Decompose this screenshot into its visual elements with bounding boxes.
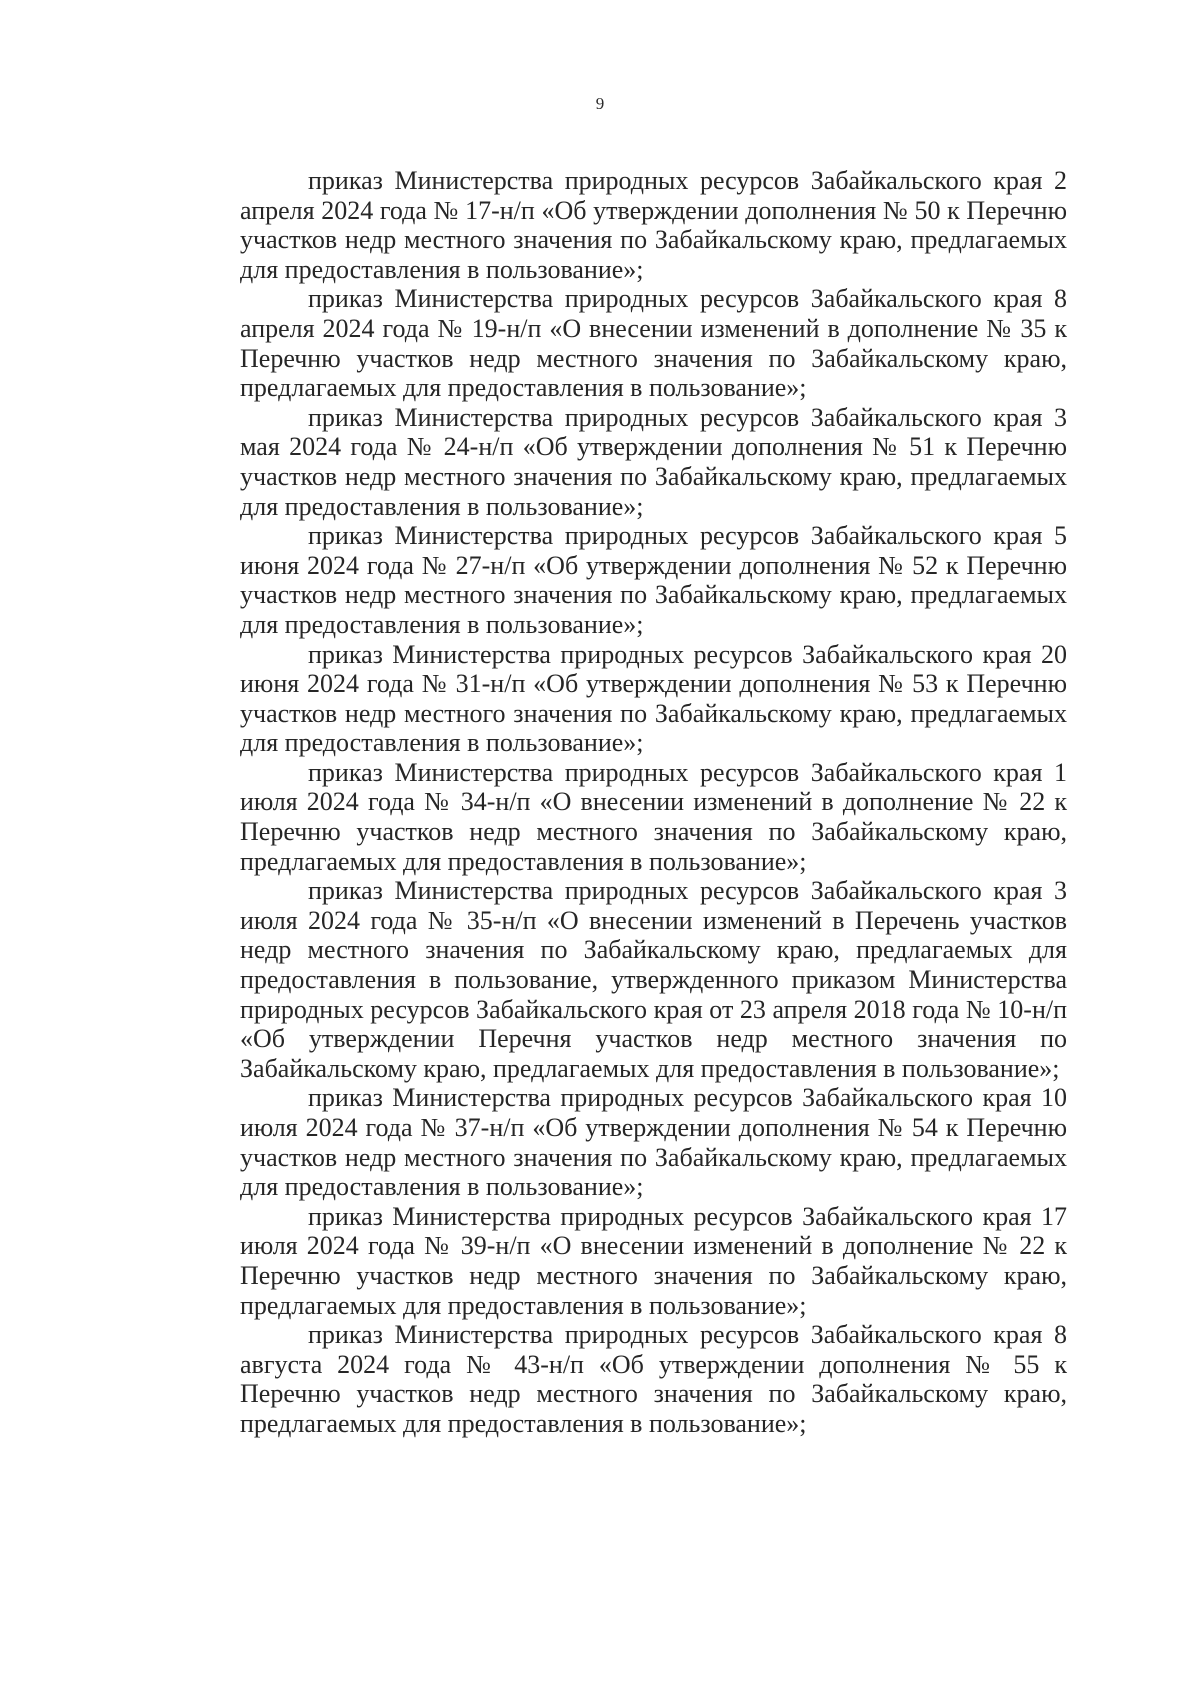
order-paragraph: приказ Министерства природных ресурсов Забайкальского края 3 июля 2024 года № 35-н/п «О внесении изменений в Перечень участков недр местного значения по Забайкальскому краю, предлагаемых для предоставления в пользование, утвержденного приказом Министерства природных ресурсов Забайкальского края от 23 апреля 2018 года № 10-н/п «Об утверждении Перечня участков недр местного значения по Забайкальскому краю, предлагаемых для предоставления в пользование»; [240, 876, 1067, 1083]
order-paragraph: приказ Министерства природных ресурсов Забайкальского края 10 июля 2024 года № 37-н/п «Об утверждении дополнения № 54 к Перечню участков недр местного значения по Забайкальскому краю, предлагаемых для предоставления в пользование»; [240, 1083, 1067, 1202]
order-paragraph: приказ Министерства природных ресурсов Забайкальского края 17 июля 2024 года № 39-н/п «О внесении изменений в дополнение № 22 к Перечню участков недр местного значения по Забайкальскому краю, предлагаемых для предоставления в пользование»; [240, 1201, 1067, 1320]
order-paragraph: приказ Министерства природных ресурсов Забайкальского края 3 мая 2024 года № 24-н/п «Об утверждении дополнения № 51 к Перечню участков недр местного значения по Забайкальскому краю, предлагаемых для предоставления в пользование»; [240, 402, 1067, 521]
order-paragraph: приказ Министерства природных ресурсов Забайкальского края 20 июня 2024 года № 31-н/п «Об утверждении дополнения № 53 к Перечню участков недр местного значения по Забайкальскому краю, предлагаемых для предоставления в пользование»; [240, 639, 1067, 758]
order-paragraph: приказ Министерства природных ресурсов Забайкальского края 1 июля 2024 года № 34-н/п «О внесении изменений в дополнение № 22 к Перечню участков недр местного значения по Забайкальскому краю, предлагаемых для предоставления в пользование»; [240, 757, 1067, 876]
page-number: 9 [595, 94, 605, 113]
document-body [240, 166, 1067, 1439]
order-paragraph: приказ Министерства природных ресурсов Забайкальского края 2 апреля 2024 года № 17-н/п «Об утверждении дополнения № 50 к Перечню участков недр местного значения по Забайкальскому краю, предлагаемых для предоставления в пользование»; [240, 166, 1067, 284]
order-paragraph: приказ Министерства природных ресурсов Забайкальского края 8 августа 2024 года № 43-н/п «Об утверждении дополнения № 55 к Перечню участков недр местного значения по Забайкальскому краю, предлагаемых для предоставления в пользование»; [240, 1320, 1067, 1438]
order-paragraph: приказ Министерства природных ресурсов Забайкальского края 5 июня 2024 года № 27-н/п «Об утверждении дополнения № 52 к Перечню участков недр местного значения по Забайкальскому краю, предлагаемых для предоставления в пользование»; [240, 521, 1067, 639]
order-paragraph: приказ Министерства природных ресурсов Забайкальского края 8 апреля 2024 года № 19-н/п «О внесении изменений в дополнение № 35 к Перечню участков недр местного значения по Забайкальскому краю, предлагаемых для предоставления в пользование»; [240, 284, 1067, 403]
